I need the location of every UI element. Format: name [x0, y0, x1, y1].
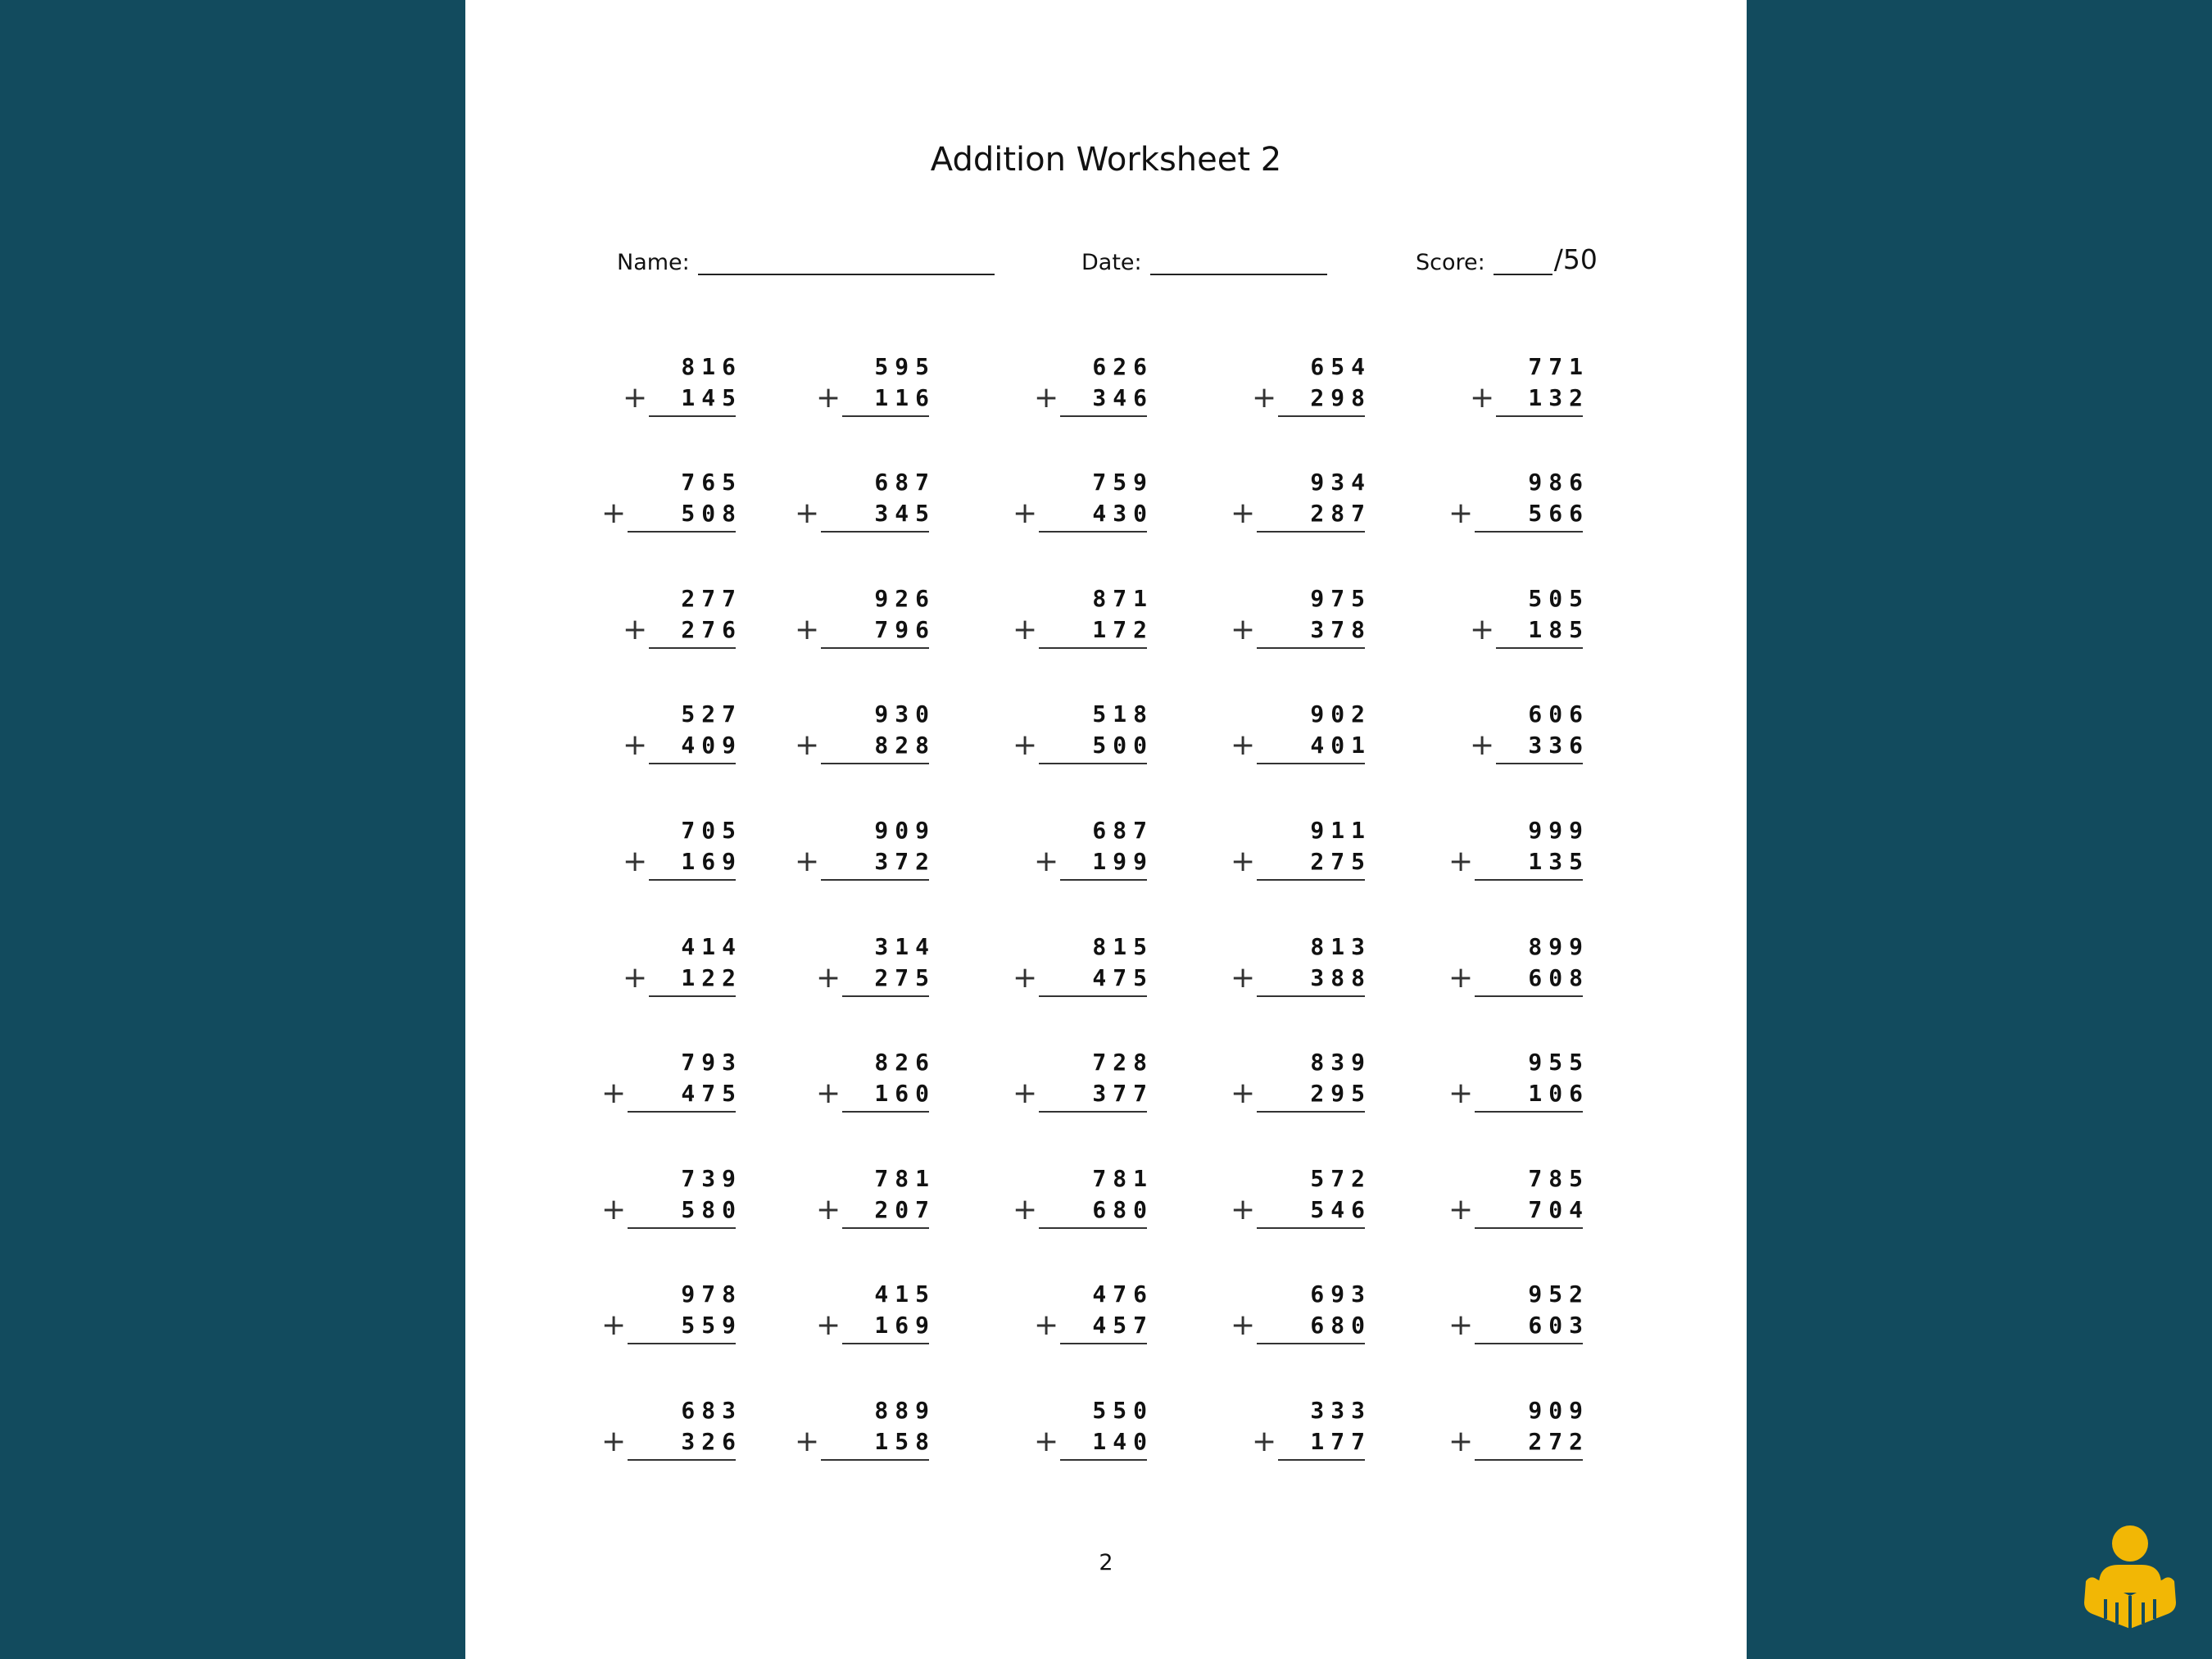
name-blank[interactable] [698, 254, 995, 275]
plus-sign: + [1034, 381, 1059, 415]
addend-top: 889 [874, 1397, 936, 1424]
answer-line [842, 1343, 929, 1344]
plus-sign: + [623, 728, 648, 762]
addition-problem [732, 700, 936, 783]
answer-line [842, 995, 929, 997]
addition-problem [1386, 1165, 1589, 1248]
addition-problem [1386, 1397, 1589, 1480]
addend-bottom: 326 [681, 1428, 742, 1455]
addend-bottom: 158 [874, 1428, 936, 1455]
addend-top: 687 [1092, 817, 1154, 844]
score-label: Score: [1416, 250, 1485, 275]
addition-problem [1168, 817, 1371, 900]
addition-problem [950, 585, 1154, 668]
addend-top: 930 [874, 700, 936, 728]
addend-bottom: 546 [1310, 1196, 1371, 1223]
plus-sign: + [1034, 1425, 1059, 1458]
addend-bottom: 172 [1092, 616, 1154, 643]
addend-top: 765 [681, 469, 742, 496]
addition-problem [1386, 817, 1589, 900]
addend-bottom: 177 [1310, 1428, 1371, 1455]
addition-problem [732, 469, 936, 551]
addition-problem [732, 1397, 936, 1480]
addition-problem [1386, 1281, 1589, 1363]
addend-bottom: 295 [1310, 1080, 1371, 1107]
answer-line [1475, 995, 1583, 997]
answer-line [1257, 531, 1365, 533]
answer-line [649, 879, 736, 881]
answer-line [1278, 1459, 1365, 1461]
addend-bottom: 475 [1092, 964, 1154, 991]
addition-problem [1168, 585, 1371, 668]
answer-line [1278, 415, 1365, 417]
addition-problem [1168, 469, 1371, 551]
addend-bottom: 160 [874, 1080, 936, 1107]
addend-top: 909 [1528, 1397, 1589, 1424]
addition-problem [950, 1165, 1154, 1248]
answer-line [649, 415, 736, 417]
addend-bottom: 207 [874, 1196, 936, 1223]
addend-bottom: 500 [1092, 732, 1154, 759]
addend-top: 975 [1310, 585, 1371, 612]
answer-line [821, 531, 929, 533]
answer-line [1475, 1227, 1583, 1229]
answer-line [1257, 1111, 1365, 1113]
addend-top: 693 [1310, 1281, 1371, 1308]
answer-line [1475, 879, 1583, 881]
answer-line [1060, 879, 1147, 881]
addition-problem [1386, 933, 1589, 1016]
addend-top: 277 [681, 585, 742, 612]
addend-top: 793 [681, 1049, 742, 1076]
plus-sign: + [1013, 496, 1038, 530]
plus-sign: + [816, 1193, 841, 1226]
addition-problem [539, 353, 742, 436]
addend-bottom: 298 [1310, 384, 1371, 411]
addend-top: 415 [874, 1281, 936, 1308]
addition-problem [732, 585, 936, 668]
answer-line [649, 647, 736, 649]
answer-line [1257, 879, 1365, 881]
answer-line [1039, 763, 1147, 764]
addend-top: 759 [1092, 469, 1154, 496]
plus-sign: + [1231, 961, 1256, 995]
plus-sign: + [601, 1193, 627, 1226]
addend-bottom: 475 [681, 1080, 742, 1107]
addend-bottom: 430 [1092, 500, 1154, 527]
addend-top: 785 [1528, 1165, 1589, 1192]
plus-sign: + [1231, 1308, 1256, 1342]
addend-top: 654 [1310, 353, 1371, 380]
addition-problem [950, 1049, 1154, 1131]
addition-problem [732, 1281, 936, 1363]
plus-sign: + [795, 728, 820, 762]
addition-problem [1168, 353, 1371, 436]
addend-bottom: 169 [874, 1312, 936, 1339]
worksheet-page [465, 0, 1747, 1659]
answer-line [1257, 1343, 1365, 1344]
addend-top: 527 [681, 700, 742, 728]
page-title: Addition Worksheet 2 [930, 141, 1282, 179]
answer-line [821, 647, 929, 649]
plus-sign: + [816, 381, 841, 415]
addend-bottom: 559 [681, 1312, 742, 1339]
plus-sign: + [623, 845, 648, 878]
plus-sign: + [1013, 728, 1038, 762]
plus-sign: + [816, 961, 841, 995]
plus-sign: + [1448, 1077, 1474, 1110]
answer-line [1475, 1343, 1583, 1344]
plus-sign: + [1448, 1308, 1474, 1342]
date-field [1081, 243, 1327, 275]
answer-line [1475, 531, 1583, 533]
addend-top: 518 [1092, 700, 1154, 728]
addition-problem [1168, 933, 1371, 1016]
answer-line [649, 763, 736, 764]
addend-bottom: 388 [1310, 964, 1371, 991]
page-number: 2 [1099, 1550, 1113, 1575]
addend-top: 728 [1092, 1049, 1154, 1076]
plus-sign: + [1231, 728, 1256, 762]
addend-top: 550 [1092, 1397, 1154, 1424]
plus-sign: + [601, 1308, 627, 1342]
addend-top: 926 [874, 585, 936, 612]
addend-top: 899 [1528, 933, 1589, 960]
addend-top: 705 [681, 817, 742, 844]
addend-top: 687 [874, 469, 936, 496]
answer-line [1060, 415, 1147, 417]
answer-line [628, 531, 736, 533]
addend-top: 986 [1528, 469, 1589, 496]
addend-top: 683 [681, 1397, 742, 1424]
plus-sign: + [1252, 1425, 1277, 1458]
plus-sign: + [623, 381, 648, 415]
addend-top: 314 [874, 933, 936, 960]
answer-line [821, 763, 929, 764]
addend-bottom: 336 [1528, 732, 1589, 759]
addend-bottom: 140 [1092, 1428, 1154, 1455]
addend-bottom: 169 [681, 848, 742, 875]
addend-bottom: 287 [1310, 500, 1371, 527]
answer-line [1257, 763, 1365, 764]
addend-top: 414 [681, 933, 742, 960]
addend-bottom: 345 [874, 500, 936, 527]
addend-bottom: 132 [1528, 384, 1589, 411]
plus-sign: + [623, 961, 648, 995]
plus-sign: + [623, 613, 648, 646]
answer-line [1039, 647, 1147, 649]
addend-bottom: 145 [681, 384, 742, 411]
plus-sign: + [816, 1308, 841, 1342]
answer-line [821, 1459, 929, 1461]
addend-top: 902 [1310, 700, 1371, 728]
addend-top: 826 [874, 1049, 936, 1076]
plus-sign: + [1448, 961, 1474, 995]
addend-top: 978 [681, 1281, 742, 1308]
addition-problem [1168, 700, 1371, 783]
plus-sign: + [1231, 1193, 1256, 1226]
addition-problem [732, 933, 936, 1016]
addition-problem [732, 1049, 936, 1131]
plus-sign: + [601, 496, 627, 530]
addend-top: 572 [1310, 1165, 1371, 1192]
addition-problem [732, 353, 936, 436]
plus-sign: + [795, 496, 820, 530]
plus-sign: + [1252, 381, 1277, 415]
answer-line [1039, 995, 1147, 997]
plus-sign: + [795, 1425, 820, 1458]
plus-sign: + [601, 1425, 627, 1458]
addend-bottom: 401 [1310, 732, 1371, 759]
plus-sign: + [1231, 1077, 1256, 1110]
addition-problem [539, 1281, 742, 1363]
addend-top: 606 [1528, 700, 1589, 728]
addition-problem [539, 933, 742, 1016]
answer-line [649, 995, 736, 997]
addend-bottom: 409 [681, 732, 742, 759]
addend-top: 739 [681, 1165, 742, 1192]
addition-problem [539, 700, 742, 783]
addend-top: 999 [1528, 817, 1589, 844]
answer-line [1496, 763, 1583, 764]
addend-top: 781 [874, 1165, 936, 1192]
date-blank[interactable] [1150, 254, 1327, 275]
addend-bottom: 135 [1528, 848, 1589, 875]
addend-bottom: 603 [1528, 1312, 1589, 1339]
answer-line [842, 415, 929, 417]
answer-line [1060, 1459, 1147, 1461]
addition-problem [539, 1165, 742, 1248]
addend-bottom: 372 [874, 848, 936, 875]
score-blank[interactable] [1494, 254, 1552, 275]
plus-sign: + [1034, 1308, 1059, 1342]
addend-top: 813 [1310, 933, 1371, 960]
answer-line [628, 1343, 736, 1344]
name-field [617, 243, 995, 275]
plus-sign: + [601, 1077, 627, 1110]
addend-top: 771 [1528, 353, 1589, 380]
answer-line [1475, 1111, 1583, 1113]
answer-line [821, 879, 929, 881]
addition-problem [950, 1281, 1154, 1363]
answer-line [842, 1111, 929, 1113]
addition-problem [539, 469, 742, 551]
addend-bottom: 704 [1528, 1196, 1589, 1223]
answer-line [628, 1111, 736, 1113]
addend-top: 505 [1528, 585, 1589, 612]
plus-sign: + [1231, 613, 1256, 646]
name-label: Name: [617, 250, 690, 275]
plus-sign: + [1034, 845, 1059, 878]
plus-sign: + [1448, 1425, 1474, 1458]
addition-problem [950, 817, 1154, 900]
addition-problem [950, 469, 1154, 551]
addend-top: 333 [1310, 1397, 1371, 1424]
plus-sign: + [1013, 1077, 1038, 1110]
addend-top: 871 [1092, 585, 1154, 612]
addend-top: 909 [874, 817, 936, 844]
addition-problem [1386, 469, 1589, 551]
addition-problem [732, 817, 936, 900]
addend-bottom: 272 [1528, 1428, 1589, 1455]
addend-bottom: 377 [1092, 1080, 1154, 1107]
plus-sign: + [1448, 1193, 1474, 1226]
addend-bottom: 199 [1092, 848, 1154, 875]
answer-line [1039, 531, 1147, 533]
addition-problem [539, 1049, 742, 1131]
answer-line [1496, 415, 1583, 417]
answer-line [628, 1227, 736, 1229]
addition-problem [1386, 1049, 1589, 1131]
addend-top: 955 [1528, 1049, 1589, 1076]
addend-bottom: 276 [681, 616, 742, 643]
plus-sign: + [1470, 728, 1495, 762]
addend-top: 626 [1092, 353, 1154, 380]
addend-top: 781 [1092, 1165, 1154, 1192]
answer-line [1060, 1343, 1147, 1344]
plus-sign: + [1231, 845, 1256, 878]
plus-sign: + [816, 1077, 841, 1110]
addition-problem [539, 817, 742, 900]
answer-line [1039, 1227, 1147, 1229]
addend-bottom: 796 [874, 616, 936, 643]
plus-sign: + [1470, 613, 1495, 646]
score-field [1416, 243, 1598, 275]
plus-sign: + [1013, 961, 1038, 995]
addend-bottom: 680 [1092, 1196, 1154, 1223]
addend-top: 911 [1310, 817, 1371, 844]
addition-problem [1168, 1281, 1371, 1363]
answer-line [1257, 1227, 1365, 1229]
addend-bottom: 122 [681, 964, 742, 991]
plus-sign: + [1013, 613, 1038, 646]
plus-sign: + [795, 845, 820, 878]
addition-problem [950, 353, 1154, 436]
addition-problem [1168, 1049, 1371, 1131]
addition-problem [950, 933, 1154, 1016]
plus-sign: + [1231, 496, 1256, 530]
addition-problem [1386, 353, 1589, 436]
addition-problem [1386, 700, 1589, 783]
answer-line [628, 1459, 736, 1461]
logo-head [2112, 1525, 2148, 1562]
addend-bottom: 106 [1528, 1080, 1589, 1107]
addition-problem [950, 700, 1154, 783]
addend-bottom: 608 [1528, 964, 1589, 991]
addend-top: 595 [874, 353, 936, 380]
addend-top: 952 [1528, 1281, 1589, 1308]
answer-line [842, 1227, 929, 1229]
plus-sign: + [1448, 496, 1474, 530]
addition-problem [732, 1165, 936, 1248]
addend-top: 816 [681, 353, 742, 380]
addend-bottom: 116 [874, 384, 936, 411]
addend-top: 476 [1092, 1281, 1154, 1308]
addend-top: 815 [1092, 933, 1154, 960]
addition-problem [1386, 585, 1589, 668]
addend-bottom: 275 [1310, 848, 1371, 875]
addition-problem [539, 585, 742, 668]
answer-line [1039, 1111, 1147, 1113]
plus-sign: + [1448, 845, 1474, 878]
answer-line [1475, 1459, 1583, 1461]
addend-bottom: 275 [874, 964, 936, 991]
plus-sign: + [1013, 1193, 1038, 1226]
addend-top: 839 [1310, 1049, 1371, 1076]
addend-bottom: 378 [1310, 616, 1371, 643]
answer-line [1496, 647, 1583, 649]
addition-problem [539, 1397, 742, 1480]
addend-bottom: 828 [874, 732, 936, 759]
date-label: Date: [1081, 250, 1142, 275]
reading-person-icon [2081, 1524, 2179, 1630]
addend-bottom: 566 [1528, 500, 1589, 527]
addition-problem [950, 1397, 1154, 1480]
addition-problem [1168, 1165, 1371, 1248]
score-total: /50 [1553, 243, 1598, 275]
addend-bottom: 185 [1528, 616, 1589, 643]
addend-top: 934 [1310, 469, 1371, 496]
answer-line [1257, 995, 1365, 997]
addend-bottom: 457 [1092, 1312, 1154, 1339]
plus-sign: + [795, 613, 820, 646]
plus-sign: + [1470, 381, 1495, 415]
addend-bottom: 680 [1310, 1312, 1371, 1339]
answer-line [1257, 647, 1365, 649]
addend-bottom: 508 [681, 500, 742, 527]
addition-problem [1168, 1397, 1371, 1480]
addend-bottom: 346 [1092, 384, 1154, 411]
addend-bottom: 580 [681, 1196, 742, 1223]
